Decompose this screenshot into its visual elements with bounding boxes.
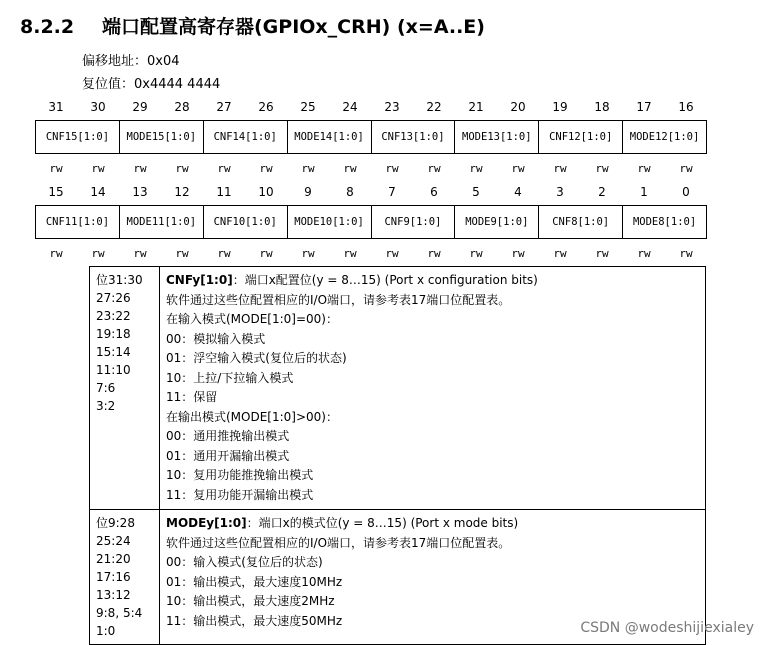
bit-number: 28 — [174, 100, 190, 114]
register-field: CNF9[1:0] — [372, 206, 456, 238]
access-type: rw — [595, 247, 609, 260]
access-type: rw — [343, 247, 357, 260]
bit-range: 23:22 — [96, 309, 131, 323]
field-heading — [166, 271, 699, 291]
description-line: 在输出模式(MODE[1:0]>00)： — [166, 409, 338, 424]
watermark: CSDN @wodeshijiexialey — [580, 620, 754, 636]
field-summary: ：端口x配置位(y = 8…15) (Port x configuration bits) — [232, 273, 538, 287]
offset-address: 偏移地址：0x04 — [82, 54, 180, 69]
bit-description-table — [89, 266, 706, 645]
access-type: rw — [217, 247, 231, 260]
bit-range: 11:10 — [96, 363, 131, 377]
description-line: 11：保留 — [166, 390, 218, 404]
access-type: rw — [133, 247, 147, 260]
section-number: 8.2.2 — [20, 16, 75, 38]
field-heading — [166, 514, 699, 534]
section-heading — [20, 12, 485, 39]
access-row-high — [35, 162, 707, 178]
bit-number: 24 — [342, 100, 358, 114]
register-field: MODE9[1:0] — [455, 206, 539, 238]
register-field: MODE13[1:0] — [455, 121, 539, 153]
description-line: 软件通过这些位配置相应的I/O端口，请参考表17端口位配置表。 — [166, 292, 511, 307]
access-type: rw — [259, 247, 273, 260]
bit-number: 12 — [174, 185, 190, 199]
bit-number: 3 — [556, 185, 564, 199]
register-field: MODE12[1:0] — [623, 121, 707, 153]
bit-range-cell — [90, 510, 160, 645]
access-type: rw — [91, 162, 105, 175]
register-field: MODE14[1:0] — [288, 121, 372, 153]
access-type: rw — [385, 247, 399, 260]
reset-value: 复位值：0x4444 4444 — [82, 77, 221, 92]
bit-numbers-low — [35, 185, 707, 201]
section-title: 端口配置高寄存器(GPIOx_CRH) (x=A..E) — [102, 16, 485, 38]
access-type: rw — [679, 247, 693, 260]
access-type: rw — [133, 162, 147, 175]
bit-range: 9:8, 5:4 — [96, 606, 143, 620]
access-type: rw — [175, 247, 189, 260]
description-line: 00：模拟输入模式 — [166, 331, 266, 346]
access-type: rw — [511, 162, 525, 175]
bit-range: 位31:30 — [96, 273, 143, 287]
access-type: rw — [469, 247, 483, 260]
bit-number: 17 — [636, 100, 652, 114]
bit-number: 23 — [384, 100, 400, 114]
description-line: 10：复用功能推挽输出模式 — [166, 468, 314, 482]
access-type: rw — [301, 162, 315, 175]
register-field: CNF11[1:0] — [36, 206, 120, 238]
bit-number: 31 — [48, 100, 64, 114]
bit-range: 19:18 — [96, 327, 131, 341]
access-type: rw — [553, 162, 567, 175]
bit-number: 6 — [430, 185, 438, 199]
bit-number: 26 — [258, 100, 274, 114]
bit-number: 19 — [552, 100, 568, 114]
access-type: rw — [511, 247, 525, 260]
bit-range: 位9:28 — [96, 516, 135, 530]
register-field: CNF8[1:0] — [539, 206, 623, 238]
access-type: rw — [679, 162, 693, 175]
description-line: 11：输出模式，最大速度50MHz — [166, 613, 343, 628]
register-field: CNF15[1:0] — [36, 121, 120, 153]
bit-range: 15:14 — [96, 345, 131, 359]
field-name: CNFy[1:0] — [166, 273, 233, 287]
register-field: MODE10[1:0] — [288, 206, 372, 238]
access-type: rw — [595, 162, 609, 175]
bit-number: 27 — [216, 100, 232, 114]
register-field: CNF13[1:0] — [372, 121, 456, 153]
field-name: MODEy[1:0] — [166, 516, 247, 530]
description-line: 软件通过这些位配置相应的I/O端口，请参考表17端口位配置表。 — [166, 535, 511, 550]
register-field: MODE8[1:0] — [623, 206, 707, 238]
access-type: rw — [259, 162, 273, 175]
access-type: rw — [637, 247, 651, 260]
bit-number: 29 — [132, 100, 148, 114]
access-type: rw — [637, 162, 651, 175]
bit-number: 11 — [216, 185, 232, 199]
bit-range-cell — [90, 267, 160, 510]
access-type: rw — [217, 162, 231, 175]
register-field: CNF10[1:0] — [204, 206, 288, 238]
bit-numbers-high — [35, 100, 707, 116]
bit-number: 1 — [640, 185, 648, 199]
bit-number: 10 — [258, 185, 274, 199]
description-line: 01：浮空输入模式(复位后的状态) — [166, 351, 347, 365]
access-type: rw — [427, 247, 441, 260]
bit-number: 8 — [346, 185, 354, 199]
bit-range: 21:20 — [96, 552, 131, 566]
bit-number: 22 — [426, 100, 442, 114]
bit-range: 17:16 — [96, 570, 131, 584]
bit-number: 14 — [90, 185, 106, 199]
access-type: rw — [49, 162, 63, 175]
bit-number: 2 — [598, 185, 606, 199]
bit-number: 15 — [48, 185, 64, 199]
bit-number: 25 — [300, 100, 316, 114]
bit-number: 18 — [594, 100, 610, 114]
register-field: CNF14[1:0] — [204, 121, 288, 153]
register-field: CNF12[1:0] — [539, 121, 623, 153]
bit-number: 9 — [304, 185, 312, 199]
bit-range: 7:6 — [96, 381, 116, 395]
bit-number: 30 — [90, 100, 106, 114]
description-line: 在输入模式(MODE[1:0]=00)： — [166, 312, 338, 326]
description-line: 00：输入模式(复位后的状态) — [166, 555, 323, 569]
bit-range: 25:24 — [96, 534, 131, 548]
bit-number: 13 — [132, 185, 148, 199]
register-fields-low — [35, 205, 707, 239]
bit-number: 16 — [678, 100, 694, 114]
access-type: rw — [427, 162, 441, 175]
bit-number: 20 — [510, 100, 526, 114]
access-type: rw — [91, 247, 105, 260]
description-line: 10：输出模式，最大速度2MHz — [166, 594, 335, 608]
register-field: MODE11[1:0] — [120, 206, 204, 238]
access-type: rw — [343, 162, 357, 175]
bit-number: 0 — [682, 185, 690, 199]
access-row-low — [35, 247, 707, 263]
bit-range: 3:2 — [96, 399, 116, 413]
field-summary: ：端口x的模式位(y = 8…15) (Port x mode bits) — [246, 516, 519, 530]
bit-range: 1:0 — [96, 624, 116, 638]
register-field: MODE15[1:0] — [120, 121, 204, 153]
description-line: 00：通用推挽输出模式 — [166, 429, 290, 443]
bit-range: 13:12 — [96, 588, 131, 602]
bit-number: 21 — [468, 100, 484, 114]
bit-number: 4 — [514, 185, 522, 199]
access-type: rw — [553, 247, 567, 260]
bit-range: 27:26 — [96, 291, 131, 305]
description-line: 11：复用功能开漏输出模式 — [166, 487, 314, 502]
access-type: rw — [385, 162, 399, 175]
bit-number: 7 — [388, 185, 396, 199]
description-line: 01：通用开漏输出模式 — [166, 448, 290, 463]
description-cell — [160, 267, 706, 510]
access-type: rw — [301, 247, 315, 260]
bit-number: 5 — [472, 185, 480, 199]
description-line: 01：输出模式，最大速度10MHz — [166, 574, 343, 589]
access-type: rw — [175, 162, 189, 175]
description-line: 10：上拉/下拉输入模式 — [166, 370, 294, 385]
access-type: rw — [469, 162, 483, 175]
access-type: rw — [49, 247, 63, 260]
table-row — [90, 267, 706, 510]
register-fields-high — [35, 120, 707, 154]
